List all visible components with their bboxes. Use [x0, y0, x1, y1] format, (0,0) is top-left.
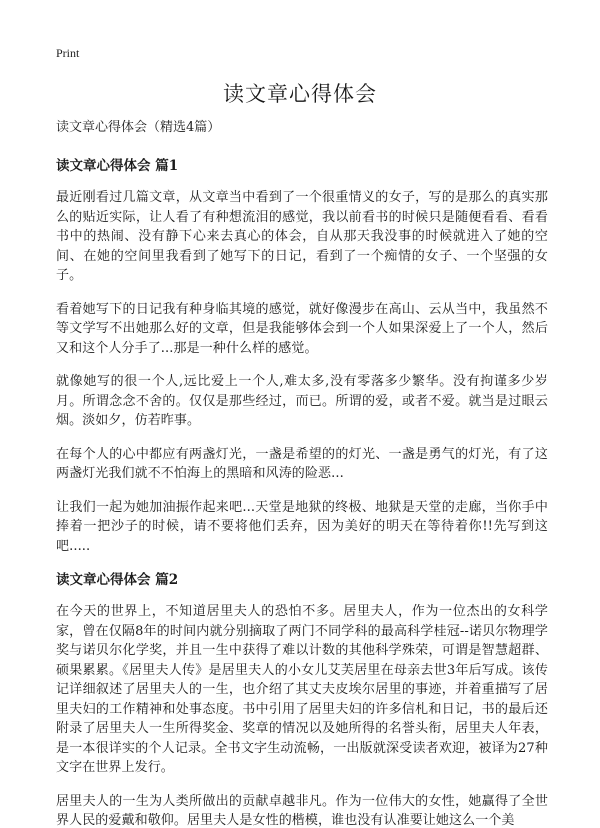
section-2 [56, 570, 548, 828]
section-heading: 读文章心得体会 篇2 [56, 572, 179, 588]
print-link[interactable]: Print [56, 46, 80, 60]
document-subtitle: 读文章心得体会（精选4篇） [56, 120, 221, 135]
paragraph: 居里夫人的一生为人类所做出的贡献卓越非凡。作为一位伟大的女性，她赢得了全世界人民的爱戴和敬仰。居里夫人是女性的楷模，谁也没有认准要让她这么一个美 [56, 793, 548, 828]
paragraph: 在每个人的心中都应有两盏灯光，一盏是希望的的灯光、一盏是勇气的灯光，有了这两盏灯光我们就不不怕海上的黑暗和风涛的险恶... [56, 446, 548, 481]
document-body [56, 118, 548, 828]
paragraph: 看着她写下的日记我有种身临其境的感觉，就好像漫步在高山、云从当中，我虽然不等文学写不出她那么好的文章，但是我能够体会到一个人如果深爱上了一个人，然后又和这个人分手了...那是一种什么样的感觉。 [56, 301, 548, 356]
paragraph: 让我们一起为她加油振作起来吧...天堂是地狱的终极、地狱是天堂的走廊，当你手中捧着一把沙子的时候，请不要将他们丢弃，因为美好的明天在等待着你!!先写到这吧..... [56, 499, 548, 554]
paragraph: 最近刚看过几篇文章，从文章当中看到了一个很重情义的女子，写的是那么的真实那么的贴近实际，让人看了有种想流泪的感觉，我以前看书的时候只是随便看看、看看书中的热闹、没有静下心来去真心的体会，自从那天我没事的时候就进入了她的空间、在她的空间里我看到了她写下的日记，看到了一个痴情的女子、一个坚强的女子。 [56, 190, 548, 283]
section-heading: 读文章心得体会 篇1 [56, 158, 179, 174]
paragraph: 在今天的世界上，不知道居里夫人的恐怕不多。居里夫人，作为一位杰出的女科学家，曾在仅隔8年的时间内就分别摘取了两门不同学科的最高科学桂冠--诺贝尔物理学奖与诺贝尔化学奖，并且一生中获得了难以计数的其他科学殊荣，可谓是智慧超群、硕果累累。《居里夫人传》是居里夫人的小女儿艾芙居里在母亲去世3年后写成。该传记详细叙述了居里夫人的一生，也介绍了其丈夫皮埃尔居里的事迹，并着重描写了居里夫妇的工作精神和处事态度。书中引用了居里夫妇的许多信札和日记，书的最后还附录了居里夫人一生所得奖金、奖章的情况以及她所得的名誉头衔，居里夫人年表，是一本很详实的个人记录。全书文字生动流畅，一出版就深受读者欢迎，被译为27种文字在世界上发行。 [56, 604, 548, 775]
paragraph: 就像她写的很一个人,远比爱上一个人,难太多,没有零落多少繁华。没有拘谨多少岁月。所谓念念不舍的。仅仅是那些经过，而已。所谓的爱，或者不爱。就当是过眼云烟。淡如夕，仿若昨事。 [56, 374, 548, 428]
section-1 [56, 156, 548, 556]
document-title: 读文章心得体会 [223, 82, 377, 106]
